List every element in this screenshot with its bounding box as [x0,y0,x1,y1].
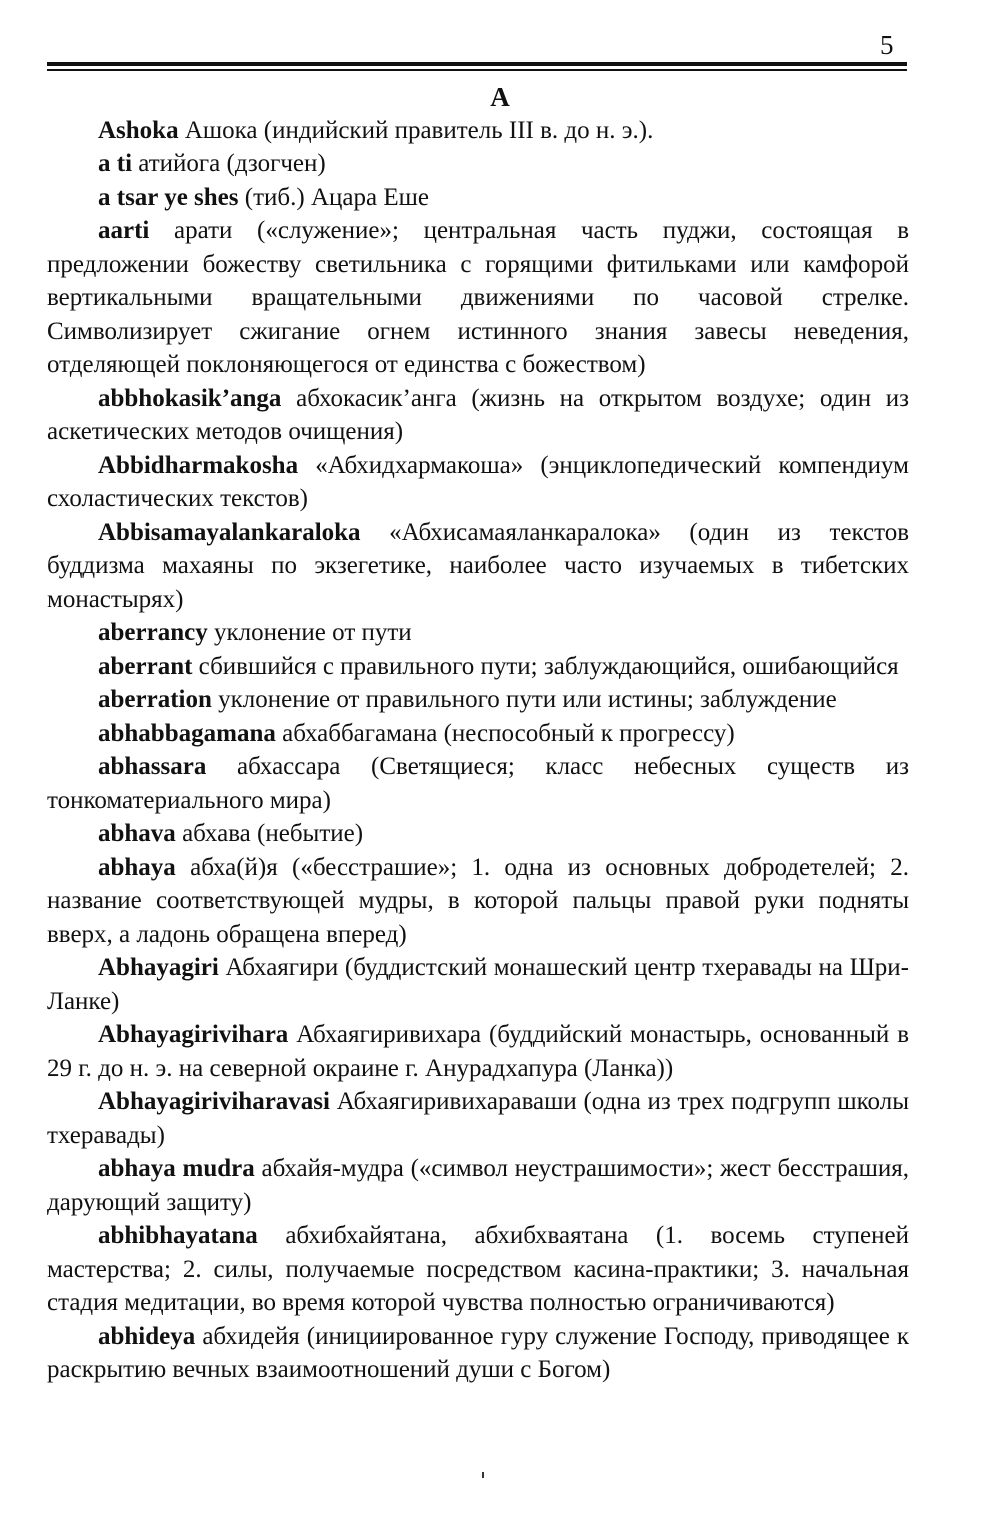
entry-term: aberrant [98,652,193,680]
entry-definition: Абхаягири (буддистский монашеский центр тхеравады на Шри-Ланке) [47,954,910,1015]
entry-definition: абхайя-мудра («символ неустрашимости»; жест бесстрашия, дарующий защиту) [47,1155,909,1216]
dictionary-entry [47,1018,909,1085]
dictionary-entry [47,650,909,684]
entry-definition: Абхаягиривихара (буддийский монастырь, основанный в 29 г. до н. э. на северной окраине г. Анурадхапура (Ланка)) [47,1021,909,1082]
entry-term: Ashoka [98,116,179,144]
entry-term: a ti [98,150,133,177]
dictionary-entry [47,214,909,382]
entry-definition: абхидейя (инициированное гуру служение Господу, приводящее к раскрытию вечных взаимоотношений души с Богом) [47,1322,909,1383]
entry-definition: абха(й)я («бесстрашие»; 1. одна из основных добродетелей; 2. название соответствующей мудры, в которой пальцы правой руки подняты вверх, а ладонь обращена вперед) [47,853,910,948]
dictionary-entries [47,114,909,1387]
entry-definition: арати («служение»; центральная часть пуджи, состоящая в предложении божеству светильника с горящими фитильками или камфорой вертикальными вращательными движениями по часовой стрелке. Символизирует сжигание огнем истинного знания завесы неведения, отделяющей поклоняющегося от единства с божеством) [47,217,910,378]
dictionary-entry [47,817,909,851]
entry-definition: «Абхисамаяланкаралока» (один из текстов буддизма махаяны по экзегетике, наиболее часто изучаемых в тибетских монастырях) [47,518,909,613]
entry-definition: атийога (дзогчен) [138,150,326,177]
dictionary-entry [47,717,909,751]
entry-term: Abbisamayalankaraloka [98,518,361,546]
entry-definition: Абхаягиривихараваши (одна из трех подгрупп школы тхеравады) [47,1088,910,1149]
dictionary-entry [47,683,909,717]
entry-definition: Ашока (индийский правитель III в. до н. э.). [184,116,654,144]
entry-term: abhaya [98,853,176,881]
dictionary-entry [47,616,909,650]
entry-definition: (тиб.) Ацара Еше [244,183,429,211]
header-rule-thick [47,62,907,66]
dictionary-entry [47,1219,909,1320]
entry-definition: абхокасик’анга (жизнь на открытом воздухе; один из аскетических методов очищения) [47,384,910,445]
entry-term: abbhokasik’anga [98,384,282,412]
entry-term: Abhayagirivihara [98,1021,289,1048]
dictionary-entry [47,951,909,1018]
entry-definition: абхибхайятана, абхибхваятана (1. восемь ступеней мастерства; 2. силы, получаемые посредством касина-практики; 3. начальная стадия медитации, во время которой чувства полностью ограничиваются) [47,1222,909,1316]
entry-definition: уклонение от пути [213,619,412,646]
entry-term: Abhayagiriviharavasi [98,1088,330,1115]
entry-term: Abhayagiri [98,954,219,981]
entry-term: abhideya [98,1322,196,1350]
dictionary-entry [47,516,909,617]
header-rule-thin [47,69,907,71]
dictionary-entry [47,449,909,516]
entry-term: abhabbagamana [98,719,276,747]
dictionary-entry [47,1152,909,1219]
entry-term: abhava [98,820,176,847]
entry-term: abhaya mudra [98,1155,255,1182]
dictionary-entry [47,181,909,215]
page-number: 5 [880,30,894,60]
dictionary-entry [47,851,909,952]
dictionary-entry [47,382,909,449]
entry-term: abhassara [98,753,207,780]
entry-term: aberrancy [98,619,208,646]
entry-term: abhibhayatana [98,1222,258,1249]
entry-definition: абхаббагамана (неспособный к прогрессу) [282,719,735,747]
entry-definition: уклонение от правильного пути или истины; заблуждение [218,686,837,713]
dictionary-entry [47,750,909,817]
dictionary-entry [47,147,909,181]
entry-definition: абхассара (Светящиеся; класс небесных существ из тонкоматериального мира) [47,753,910,814]
dictionary-entry [47,1320,909,1387]
dictionary-entry [47,114,909,148]
entry-term: aberration [98,686,212,713]
entry-definition: «Абхидхармакоша» (энциклопедический компендиум схоластических текстов) [47,451,910,512]
dictionary-entry [47,1085,909,1152]
entry-term: Abbidharmakosha [98,451,299,479]
entry-definition: сбившийся с правильного пути; заблуждающийся, ошибающийся [198,652,899,680]
entry-term: aarti [98,217,150,244]
entry-definition: абхава (небытие) [182,820,364,847]
stray-print-mark [482,1472,484,1478]
entry-term: a tsar ye shes [98,183,239,211]
section-letter: A [490,82,510,112]
